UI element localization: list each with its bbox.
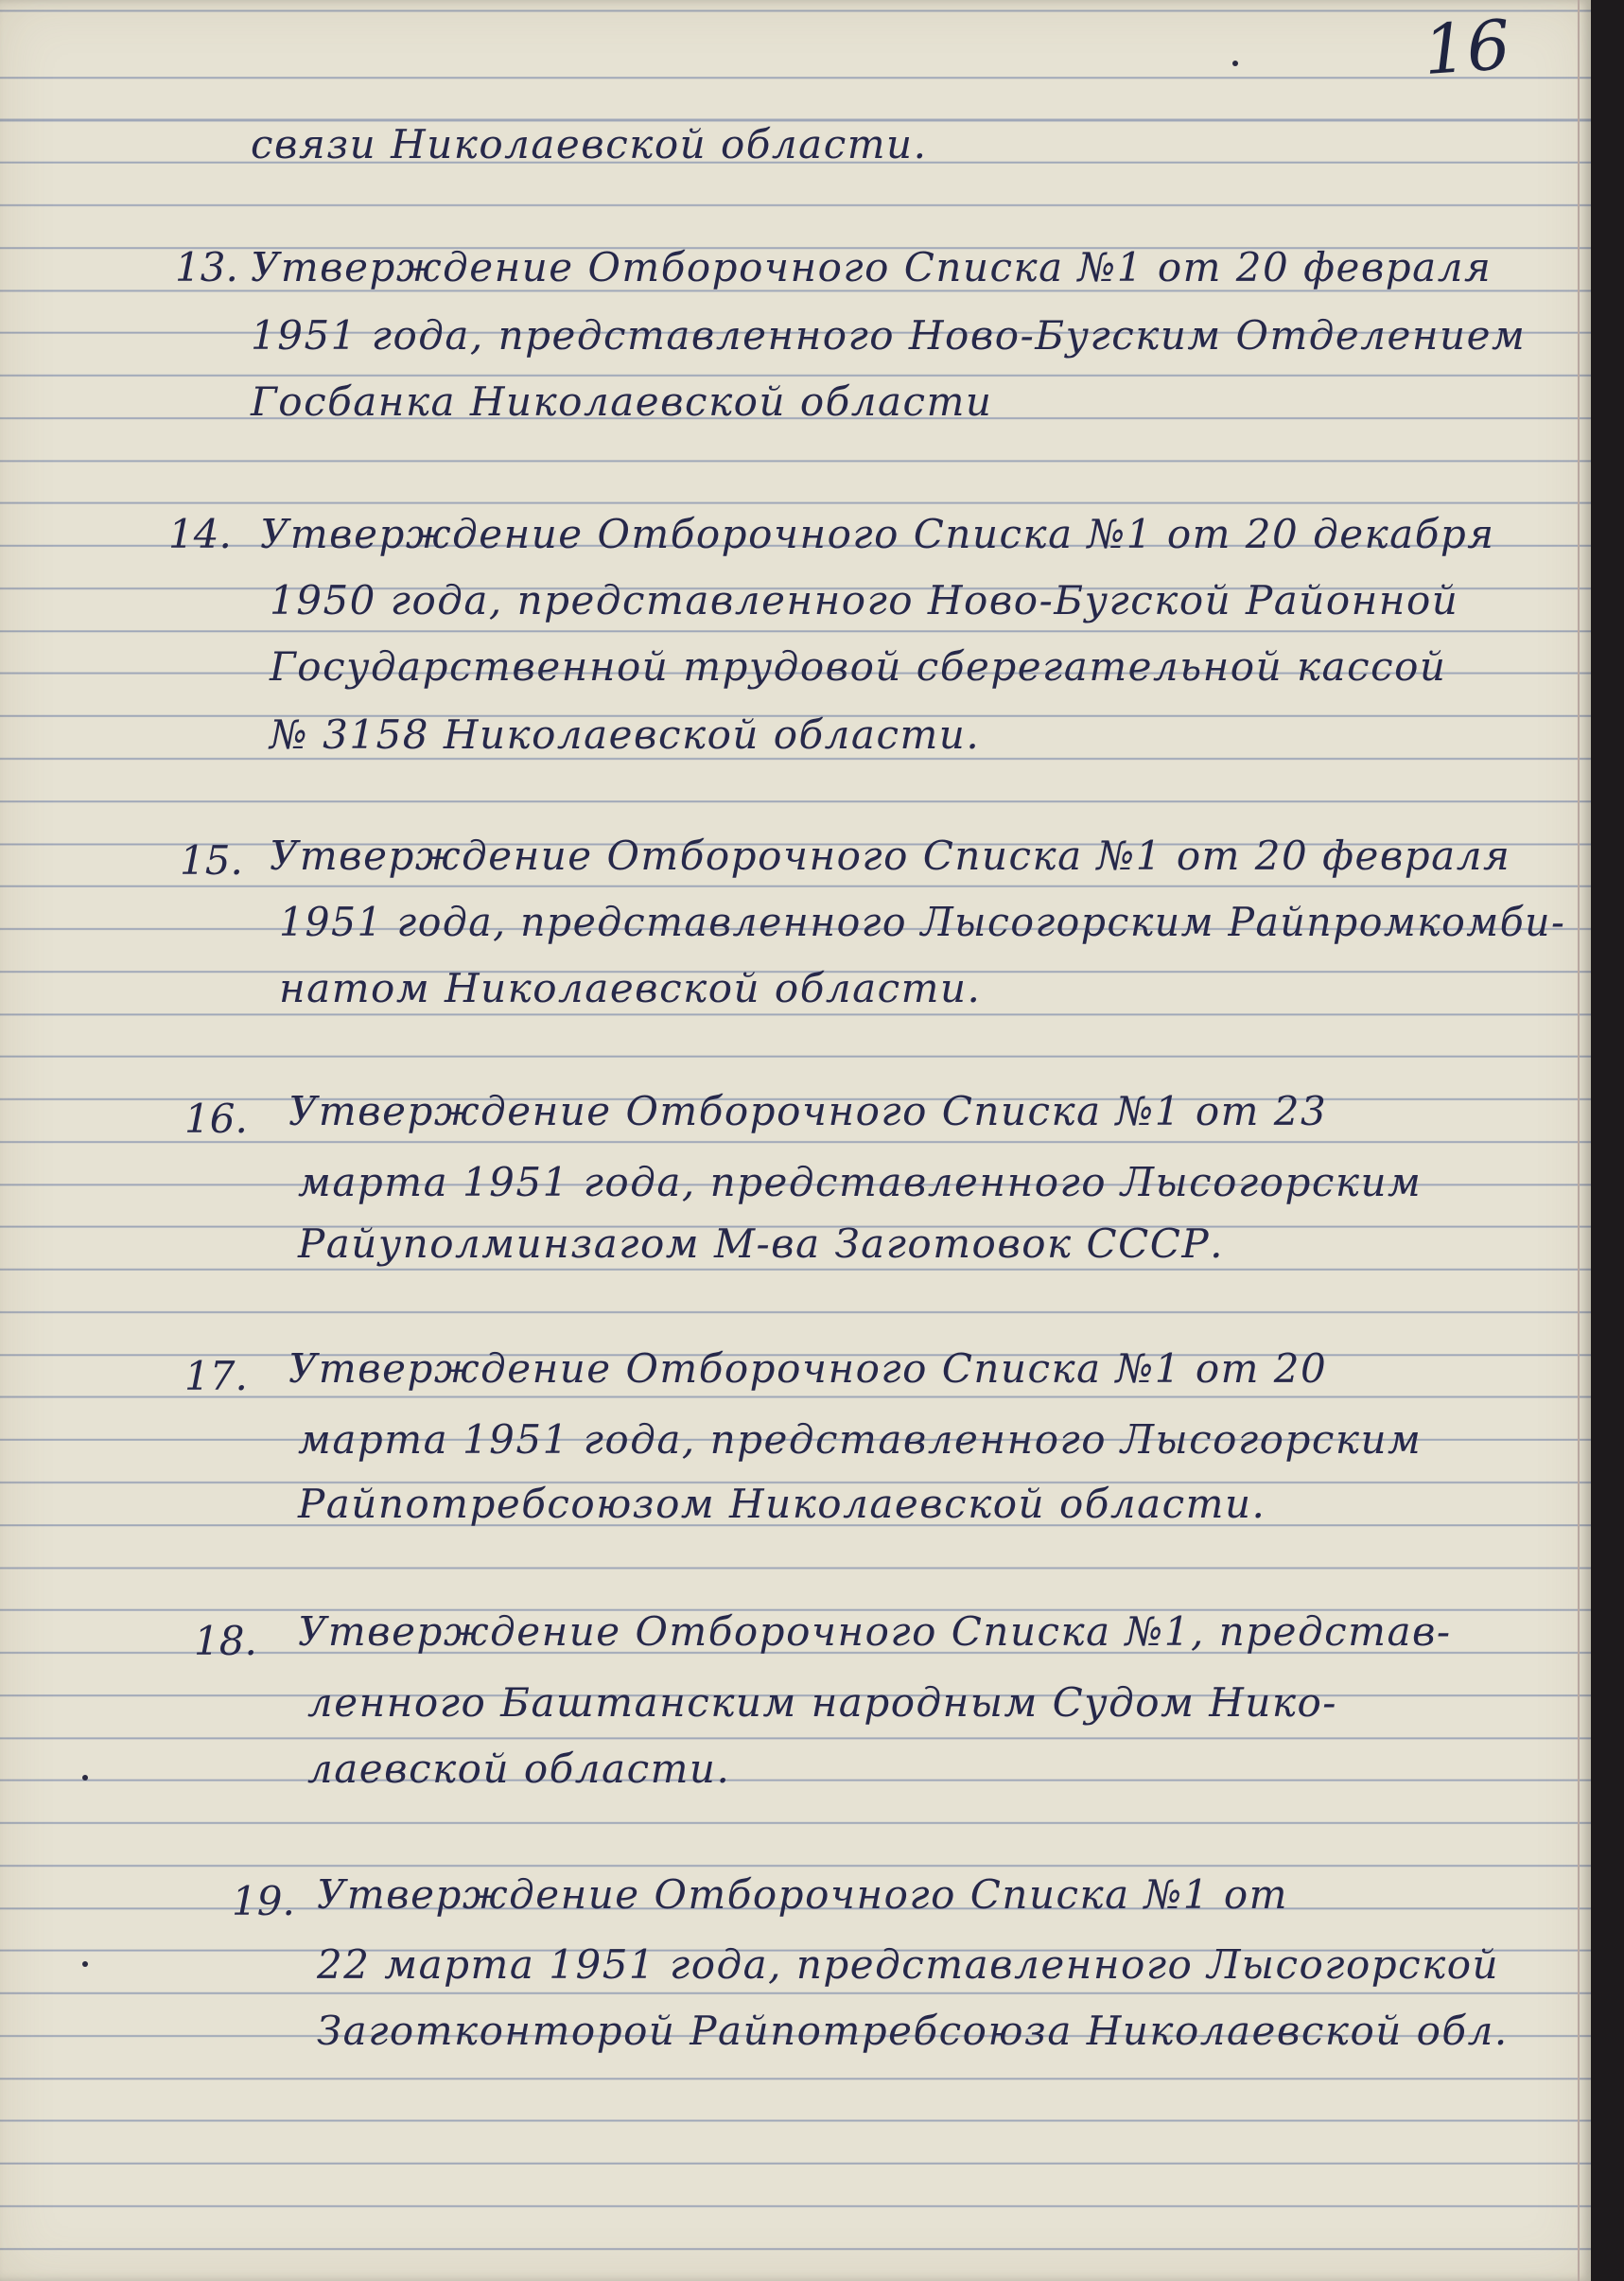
item-number: 18. xyxy=(194,1618,257,1664)
item-number: 17. xyxy=(184,1353,248,1399)
margin-line xyxy=(1578,0,1580,2281)
item-line: № 3158 Николаевской области. xyxy=(270,711,981,758)
item-line: лаевской области. xyxy=(307,1746,731,1792)
item-line: марта 1951 года, представленного Лысогорским xyxy=(298,1159,1423,1205)
page-number: 16 xyxy=(1421,4,1513,91)
item-line: Утверждение Отборочного Списка №1 от 23 xyxy=(288,1088,1328,1134)
item-number: 13. xyxy=(175,244,238,290)
item-line: 22 марта 1951 года, представленного Лысогорской xyxy=(317,1941,1500,1988)
ink-dot xyxy=(82,1775,88,1781)
item-line: натом Николаевской области. xyxy=(279,965,982,1011)
item-number: 19. xyxy=(232,1878,295,1924)
ink-dot xyxy=(82,1961,88,1967)
item-line: ленного Баштанским народным Судом Нико- xyxy=(307,1679,1337,1726)
ink-dot xyxy=(1232,61,1238,66)
item-line: Утверждение Отборочного Списка №1 от 20 февраля xyxy=(251,244,1493,290)
item-line: 1951 года, представленного Ново-Бугским Отделением xyxy=(251,312,1527,359)
item-line: 1950 года, представленного Ново-Бугской Районной xyxy=(270,577,1459,623)
item-line: 1951 года, представленного Лысогорским Райпромкомби- xyxy=(279,899,1566,945)
item-line: Государственной трудовой сберегательной кассой xyxy=(270,643,1447,690)
item-number: 16. xyxy=(184,1096,248,1142)
item-line: Заготконторой Райпотребсоюза Николаевской обл. xyxy=(317,2008,1509,2054)
intro-line: связи Николаевской области. xyxy=(251,121,928,167)
item-number: 15. xyxy=(180,837,243,884)
item-line: Утверждение Отборочного Списка №1 от xyxy=(317,1871,1288,1918)
item-line: Утверждение Отборочного Списка №1 от 20 xyxy=(288,1345,1328,1392)
item-line: Утверждение Отборочного Списка №1 от 20 февраля xyxy=(270,833,1511,879)
item-line: марта 1951 года, представленного Лысогорским xyxy=(298,1416,1423,1463)
item-line: Утверждение Отборочного Списка №1 от 20 декабря xyxy=(260,511,1495,557)
item-line: Райпотребсоюзом Николаевской области. xyxy=(298,1481,1266,1527)
item-number: 14. xyxy=(168,511,232,557)
item-line: Утверждение Отборочного Списка №1, представ- xyxy=(298,1608,1452,1655)
item-line: Госбанка Николаевской области xyxy=(251,378,993,425)
item-line: Райуполминзагом М-ва Заготовок СССР. xyxy=(298,1220,1225,1267)
